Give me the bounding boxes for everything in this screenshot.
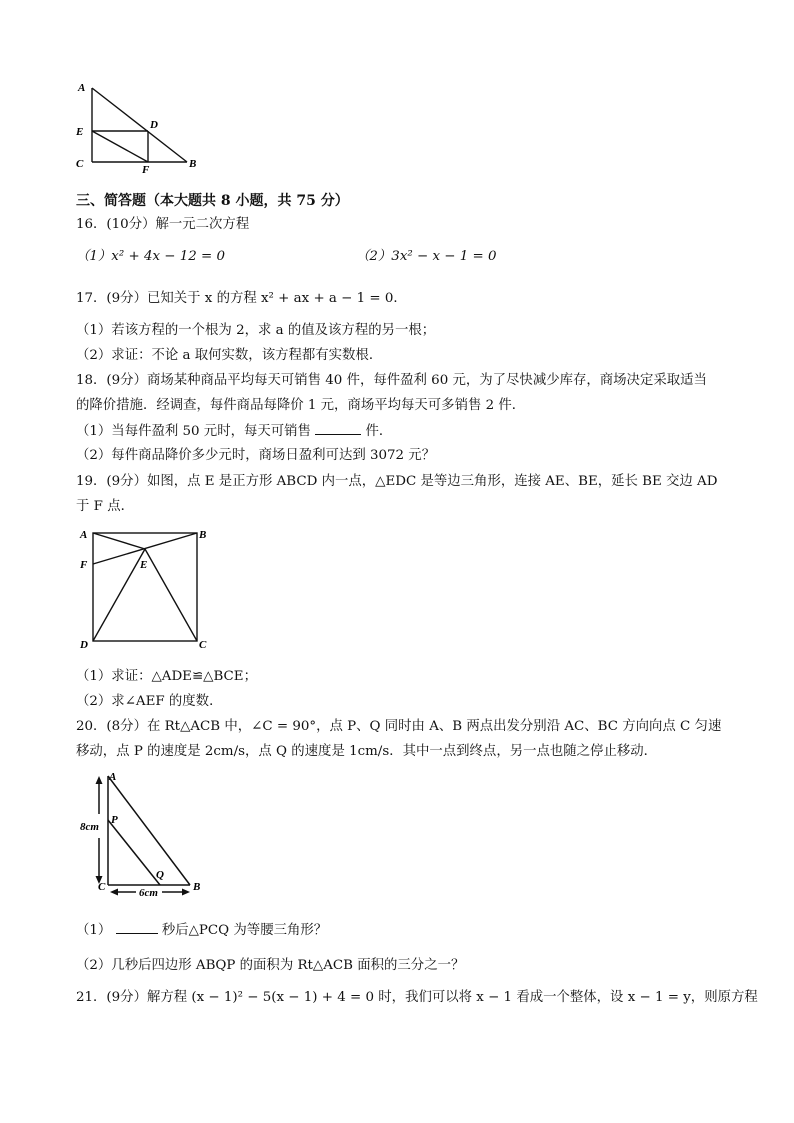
label-P: P [111, 814, 118, 826]
q21-line1: 21．(9分）解方程 (x − 1)² − 5(x − 1) + 4 = 0 时，我们可以将 x − 1 看成一个整体，设 x − 1 = y，则原方程 [76, 990, 758, 1005]
label-B: B [193, 881, 201, 893]
q20-part1-prefix: （1） [76, 923, 112, 938]
q19-line2: 于 F 点． [76, 499, 134, 514]
label-D: D [150, 119, 158, 131]
answer-blank[interactable] [116, 921, 158, 934]
label-E: E [140, 559, 148, 571]
q18-part2: （2）每件商品降价多少元时，商场日盈利可达到 3072 元？ [76, 448, 436, 463]
q18-part1-text: （1）当每件盈利 50 元时，每天可销售 [76, 424, 311, 439]
label-C: C [98, 881, 106, 893]
q19-line1: 19．(9分）如图，点 E 是正方形 ABCD 内一点，△EDC 是等边三角形，连接 AE、BE，延长 BE 交边 AD [76, 474, 718, 489]
label-F: F [142, 164, 150, 173]
answer-blank[interactable] [315, 422, 361, 435]
q18-line1: 18．(9分）商场某种商品平均每天可销售 40 件，每件盈利 60 元，为了尽快减少库存，商场决定采取适当 [76, 373, 707, 388]
label-B: B [189, 158, 197, 170]
q20-part2: （2）几秒后四边形 ABQP 的面积为 Rt△ACB 面积的三分之一？ [76, 958, 465, 973]
section-title: 三、简答题（本大题共 8 小题，共 75 分） [76, 193, 349, 209]
figure-right-triangle [74, 770, 214, 900]
q18-line2: 的降价措施．经调查，每件商品每降价 1 元，商场平均每天可多销售 2 件． [76, 398, 526, 413]
figure-square-equilateral [74, 524, 219, 654]
label-F: F [80, 559, 88, 571]
q16-stem: 16．(10分）解一元二次方程 [76, 217, 250, 232]
q20-line2: 移动，点 P 的速度是 2cm/s，点 Q 的速度是 1cm/s．其中一点到终点，另一点也随之停止移动． [76, 744, 658, 759]
label-8cm: 8cm [80, 821, 99, 833]
q16-part1: （1）x² + 4x − 12 = 0 [76, 249, 226, 264]
q19-part2: （2）求∠AEF 的度数． [76, 694, 223, 709]
q20-part1-text: 秒后△PCQ 为等腰三角形？ [161, 923, 328, 938]
q17-part1: （1）若该方程的一个根为 2，求 a 的值及该方程的另一根； [76, 323, 436, 338]
label-A: A [78, 82, 86, 94]
figure-triangle-rectangle [70, 78, 210, 173]
label-D: D [80, 639, 88, 651]
label-Q: Q [156, 869, 164, 881]
q18-part1 [76, 422, 392, 441]
label-6cm: 6cm [139, 887, 158, 899]
q17-stem: 17．(9分）已知关于 x 的方程 x² + ax + a − 1 = 0． [76, 291, 407, 306]
q19-part1: （1）求证：△ADE≌△BCE； [76, 669, 257, 684]
label-B: B [199, 529, 207, 541]
label-A: A [109, 771, 117, 783]
label-A: A [80, 529, 88, 541]
q18-part1-suffix: 件． [365, 424, 393, 439]
label-E: E [76, 126, 84, 138]
label-C: C [76, 158, 84, 170]
q20-line1: 20．(8分）在 Rt△ACB 中，∠C = 90°，点 P、Q 同时由 A、B 两点出发分别沿 AC、BC 方向向点 C 匀速 [76, 719, 722, 734]
q20-part1 [76, 921, 327, 940]
q16-part2: （2）3x² − x − 1 = 0 [356, 249, 497, 264]
label-C: C [199, 639, 207, 651]
q17-part2: （2）求证：不论 a 取何实数，该方程都有实数根． [76, 348, 383, 363]
